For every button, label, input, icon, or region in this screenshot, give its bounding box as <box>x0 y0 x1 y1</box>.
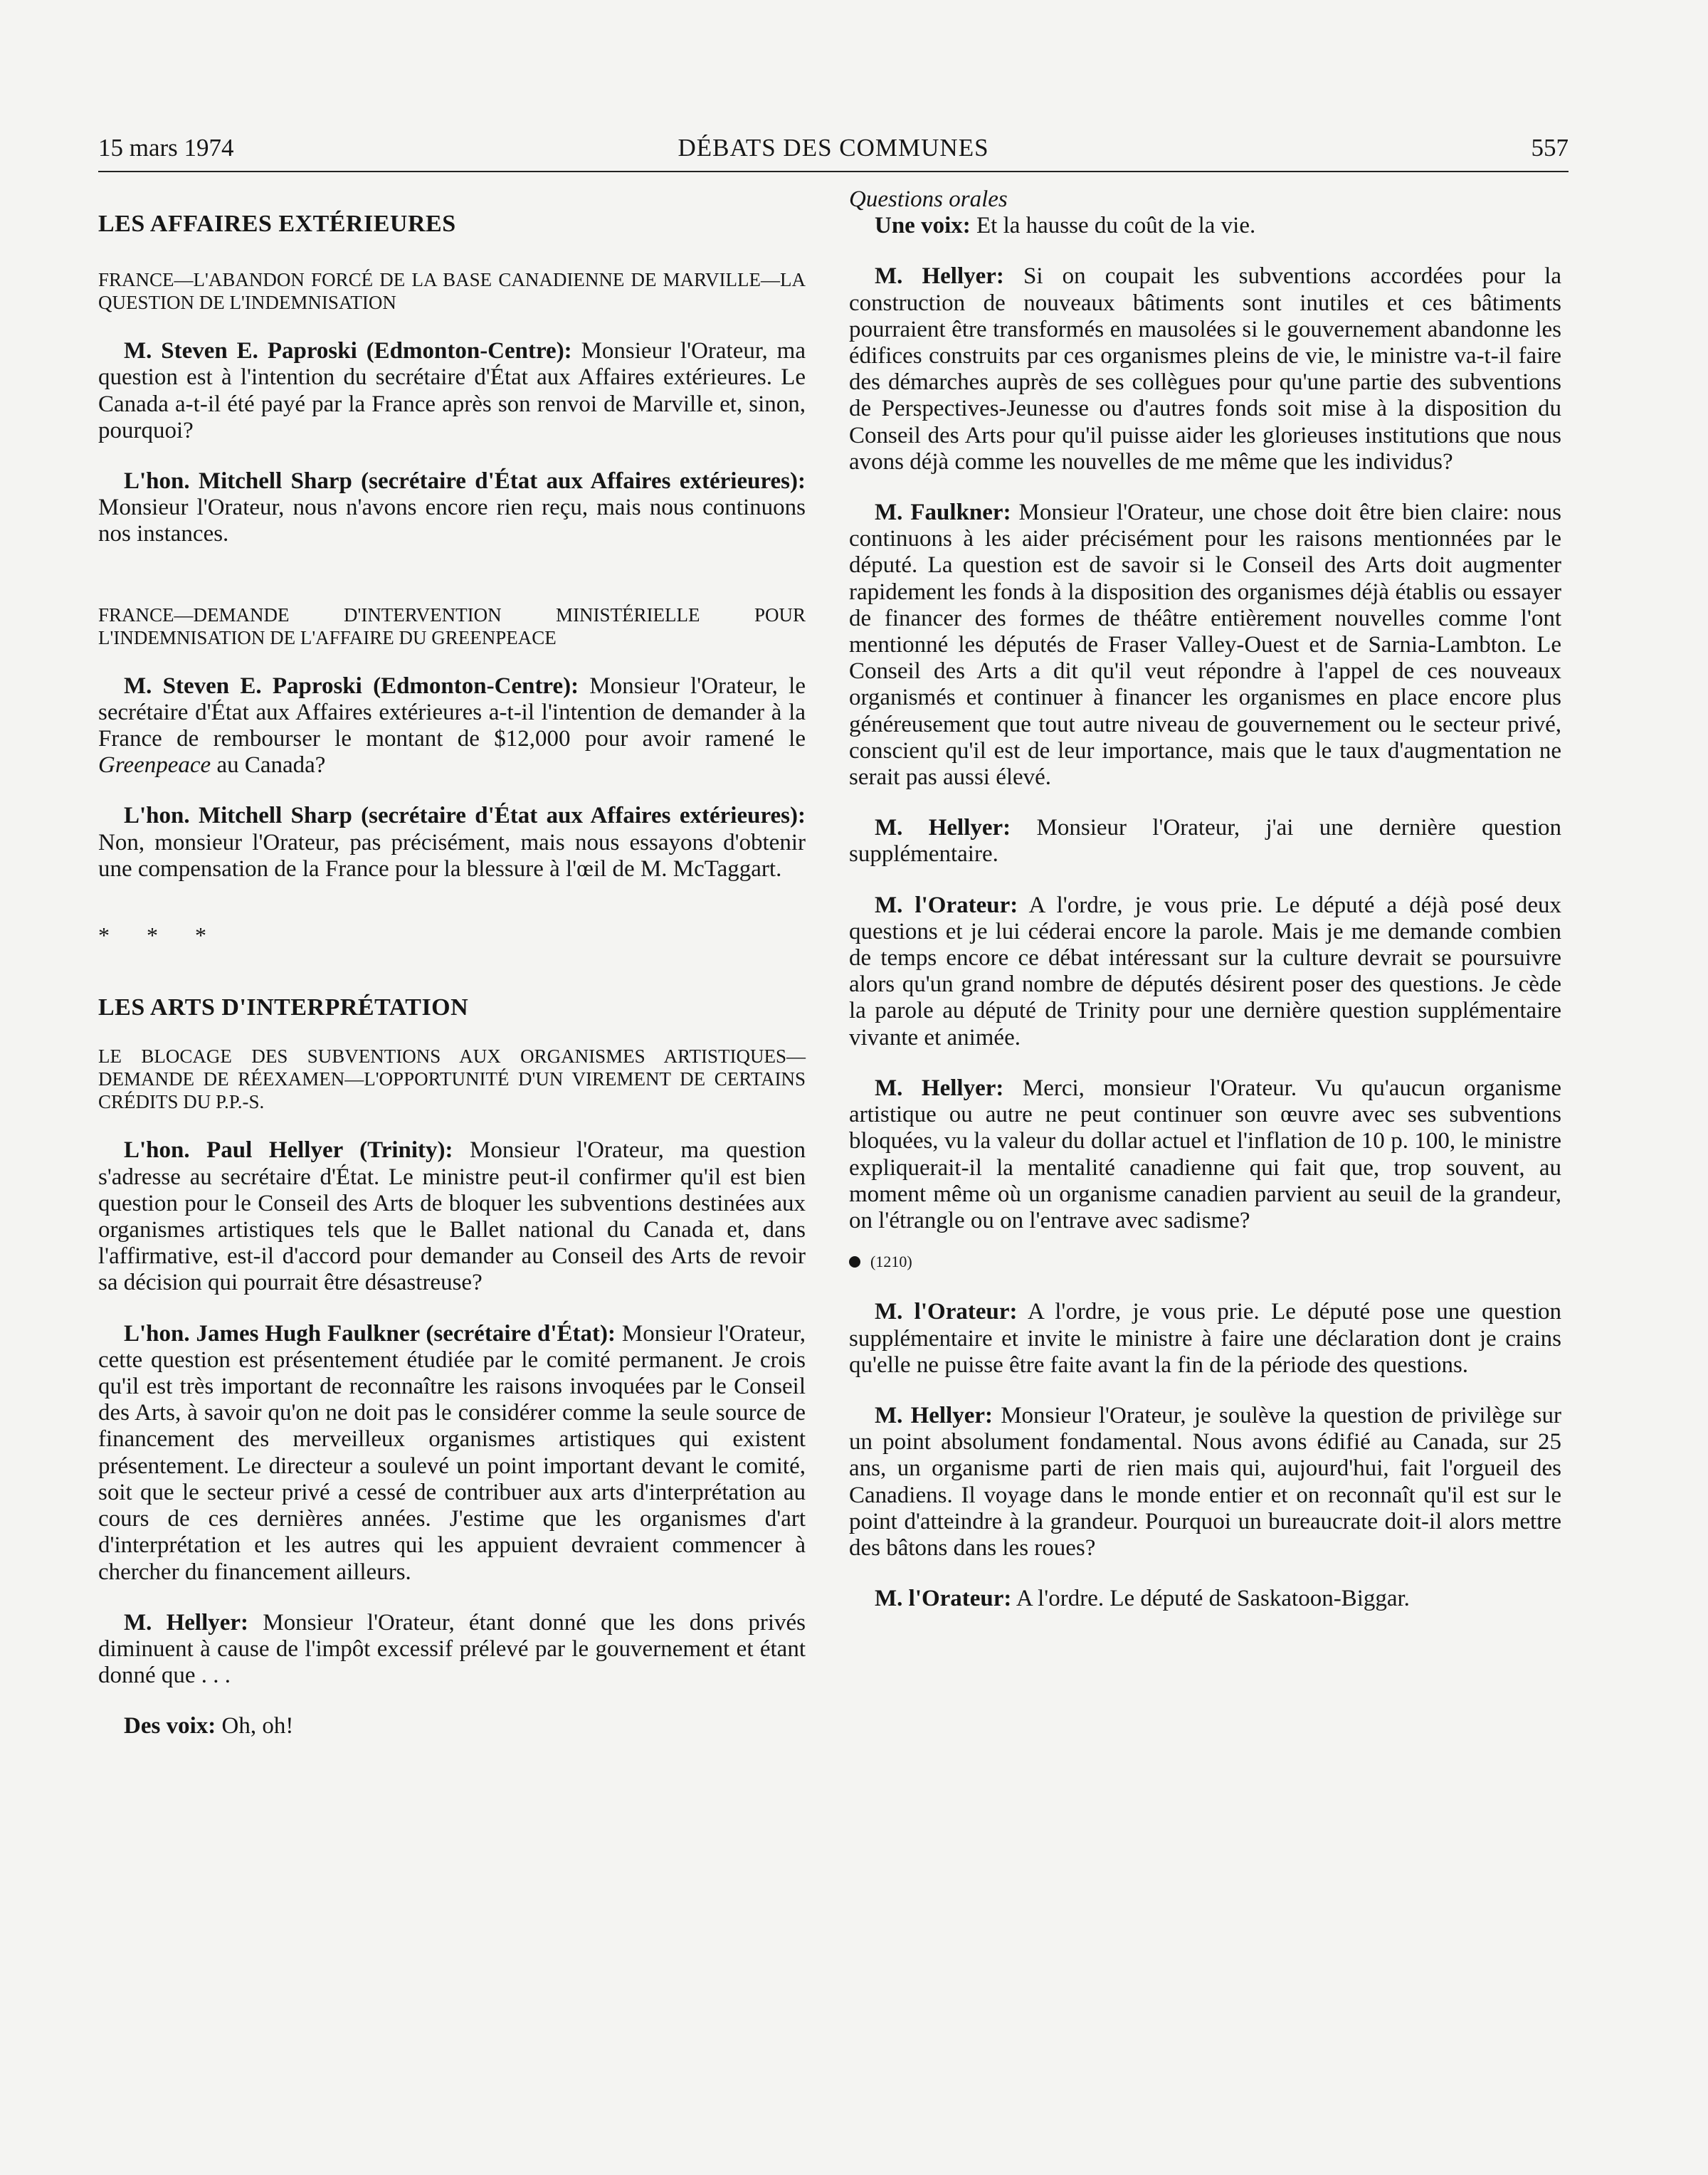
page-header <box>98 134 1569 172</box>
paragraph-hellyer-1 <box>98 1137 806 1296</box>
paragraph-orateur-2 <box>849 1299 1561 1379</box>
paragraph-text: A l'ordre, je vous prie. Le député pose une question supplémentaire et invite le ministre à faire une déclaration dont je crains qu'elle ne puisse être faite avant la fin de la période des questions. <box>849 1299 1561 1378</box>
paragraph-text: Monsieur l'Orateur, j'ai une dernière question supplémentaire. <box>849 815 1561 868</box>
speaker-name: M. Hellyer: <box>124 1609 249 1636</box>
paragraph-text: Monsieur l'Orateur, je soulève la question de privilège sur un point absolument fondamental. Nous avons édifié au Canada, sur 25 ans, un organisme parti de rien mais qui, aujourd'hui, fait l'orgueil des Canadiens. Il voyage dans le monde entier et on reconnaît qu'il est sur le point d'atteindre à la grandeur. Pourquoi un bureaucrate doit-il alors mettre des bâtons dans les roues? <box>849 1402 1561 1561</box>
speaker-name: L'hon. James Hugh Faulkner (secrétaire d'État): <box>124 1320 616 1347</box>
paragraph-text: Monsieur l'Orateur, cette question est présentement étudiée par le comité permanent. Je crois qu'il est très important de reconnaître les raisons invoquées par le Conseil des Arts, à savoir qu'on ne doit pas le considérer comme la seule source de financement des merveilleux organismes artistiques qui existent présentement. Le directeur a soulevé un point important devant le comité, soit que le secteur privé a cessé de contribuer aux arts d'interprétation au cours de ces dernières années. J'estime que les organismes d'art d'interprétation et les autres qui les appuient devraient commencer à chercher du financement ailleurs. <box>98 1320 806 1585</box>
speaker-name: L'hon. Mitchell Sharp (secrétaire d'État aux Affaires extérieures): <box>124 803 806 829</box>
section-separator: * * * <box>98 922 222 949</box>
paragraph-text: Oh, oh! <box>216 1713 294 1739</box>
paragraph-hellyer-3 <box>849 263 1561 475</box>
paragraph-sharp-1 <box>98 468 806 548</box>
paragraph-hellyer-4 <box>849 815 1561 868</box>
paragraph-faulkner-1 <box>98 1321 806 1586</box>
section-title-arts-interpretation: LES ARTS D'INTERPRÉTATION <box>98 994 469 1021</box>
speaker-name: M. Steven E. Paproski (Edmonton-Centre): <box>124 673 579 699</box>
paragraph-text: Monsieur l'Orateur, ma question s'adresse au secrétaire d'État. Le ministre peut-il confirmer qu'il est bien question pour le Conseil des Arts de bloquer les subventions destinées aux organismes artistiques tels que le Ballet national du Canada et, dans l'affirmative, est-il d'accord pour demander au Conseil des Arts de revoir sa décision qui pourrait être désastreuse? <box>98 1137 806 1296</box>
subheading-greenpeace: FRANCE—DEMANDE D'INTERVENTION MINISTÉRIELLE POUR L'INDEMNISATION DE L'AFFAIRE DU GREENPEACE <box>98 604 806 648</box>
paragraph-hellyer-2 <box>98 1610 806 1690</box>
paragraph-text: Merci, monsieur l'Orateur. Vu qu'aucun organisme artistique ou autre ne peut continuer son œuvre avec ses subventions bloquées, vu la valeur du dollar actuel et l'inflation de 10 p. 100, le ministre expliquerait-il la mentalité canadienne qui fait que, trop souvent, au moment même où un organisme canadien parvient au seuil de la grandeur, on l'étrangle ou on l'entrave avec sadisme? <box>849 1075 1561 1233</box>
speaker-name: Une voix: <box>875 213 971 239</box>
paragraph-text: Monsieur l'Orateur, une chose doit être bien claire: nous continuons à les aider précisément pour les raisons mentionnées par le député. La question est de savoir si le Conseil des Arts doit augmenter rapidement les fonds à la disposition des organismes déjà établis ou essayer de financer des formes de théâtre entièrement nouvelles comme l'ont mentionné les députés de Fraser Valley-Ouest et de Sarnia-Lambton. Le Conseil des Arts a dit qu'il veut répondre à l'appel de ces nouveaux organismés et continuer à financer les organismes en place encore plus généreusement que tout autre niveau de gouvernement ou le secteur privé, conscient qu'il est de leur importance, mais que le taux d'augmentation ne serait pas aussi élevé. <box>849 500 1561 791</box>
timestamp: (1210) <box>870 1253 912 1271</box>
header-date: 15 mars 1974 <box>98 134 234 162</box>
paragraph-text: Monsieur l'Orateur, étant donné que les dons privés diminuent à cause de l'impôt excessif prélevé par le gouvernement et étant donné que . . . <box>98 1609 806 1689</box>
subheading-subventions: LE BLOCAGE DES SUBVENTIONS AUX ORGANISMES ARTISTIQUES—DEMANDE DE RÉEXAMEN—L'OPPORTUNITÉ D'UN VIREMENT DE CERTAINS CRÉDITS DU P.P.-S. <box>98 1046 806 1113</box>
speaker-name: M. Faulkner: <box>875 500 1011 526</box>
paragraph-text: A l'ordre, je vous prie. Le député a déjà posé deux questions et je lui céderai encore la parole. Mais je me demande combien de temps encore ce débat intéressant sur la culture devrait se poursuivre alors qu'un grand nombre de députés désirent poser des questions. Je cède la parole au député de Trinity pour une dernière question supplémentaire vivante et animée. <box>849 892 1562 1050</box>
section-title-affaires-exterieures: LES AFFAIRES EXTÉRIEURES <box>98 211 456 237</box>
paragraph-text: A l'ordre. Le député de Saskatoon-Biggar. <box>1011 1586 1410 1612</box>
speaker-name: M. l'Orateur: <box>875 892 1018 918</box>
paragraph-text: au Canada? <box>211 752 326 779</box>
speaker-name: Des voix: <box>124 1713 216 1739</box>
paragraph-faulkner-2 <box>849 500 1561 791</box>
paragraph-sharp-2 <box>98 803 806 883</box>
paragraph-text: Si on coupait les subventions accordées pour la construction de nouveaux bâtiments sont inutiles et ces bâtiments pourraient être transformés en mausolées si le gouvernement abandonne les édifices construits par ces organismes pleins de vie, le ministre va-t-il faire des démarches auprès de ses collègues pour qu'une partie des subventions de Perspectives-Jeunesse ou d'autres fonds soit mise à la disposition du Conseil des Arts pour qu'il puisse aider les glorieuses institutions que nous avons déjà comme les nouvelles de me même que les individus? <box>849 263 1561 475</box>
paragraph-hellyer-6 <box>849 1403 1561 1562</box>
speaker-name: M. Hellyer: <box>875 1402 993 1428</box>
left-column <box>98 186 806 1740</box>
paragraph-text: Monsieur l'Orateur, le secrétaire d'État aux Affaires extérieures a-t-il l'intention de demander à la France de rembourser le montant de $12,000 pour avoir ramené le <box>98 673 806 752</box>
header-title: DÉBATS DES COMMUNES <box>678 134 989 162</box>
paragraph-text: Monsieur l'Orateur, nous n'avons encore rien reçu, mais nous continuons nos instances. <box>98 495 806 547</box>
speaker-name: M. Steven E. Paproski (Edmonton-Centre): <box>124 338 572 364</box>
ship-name: Greenpeace <box>98 752 211 779</box>
speaker-name: M. Hellyer: <box>875 815 1011 841</box>
paragraph-hellyer-5 <box>849 1075 1561 1234</box>
paragraph-paproski-1 <box>98 338 806 444</box>
paragraph-orateur-1 <box>849 892 1561 1051</box>
paragraph-text: Monsieur l'Orateur, ma question est à l'intention du secrétaire d'État aux Affaires extérieures. Le Canada a-t-il été payé par la France après son renvoi de Marville et, sinon, pourquoi? <box>98 338 806 443</box>
paragraph-orateur-3 <box>849 1586 1561 1612</box>
speaker-name: M. l'Orateur: <box>875 1586 1012 1612</box>
bullet-dot-icon <box>849 1256 860 1268</box>
paragraph-paproski-2 <box>98 673 806 779</box>
speaker-name: L'hon. Paul Hellyer (Trinity): <box>124 1137 453 1164</box>
page-number: 557 <box>1531 134 1569 162</box>
speaker-name: M. Hellyer: <box>875 263 1004 290</box>
timestamp-marker <box>849 1248 1561 1275</box>
paragraph-une-voix <box>849 213 1561 239</box>
running-head: Questions orales <box>849 186 1008 212</box>
speaker-name: L'hon. Mitchell Sharp (secrétaire d'État aux Affaires extérieures): <box>124 468 806 495</box>
paragraph-text: Non, monsieur l'Orateur, pas précisément, mais nous essayons d'obtenir une compensation de la France pour la blessure à l'œil de M. McTaggart. <box>98 829 806 882</box>
paragraph-text: Et la hausse du coût de la vie. <box>970 213 1256 239</box>
right-column <box>849 186 1561 1612</box>
paragraph-des-voix <box>98 1713 806 1739</box>
speaker-name: M. Hellyer: <box>875 1075 1004 1101</box>
subheading-marville: FRANCE—L'ABANDON FORCÉ DE LA BASE CANADIENNE DE MARVILLE—LA QUESTION DE L'INDEMNISATION <box>98 269 806 314</box>
speaker-name: M. l'Orateur: <box>875 1299 1018 1325</box>
